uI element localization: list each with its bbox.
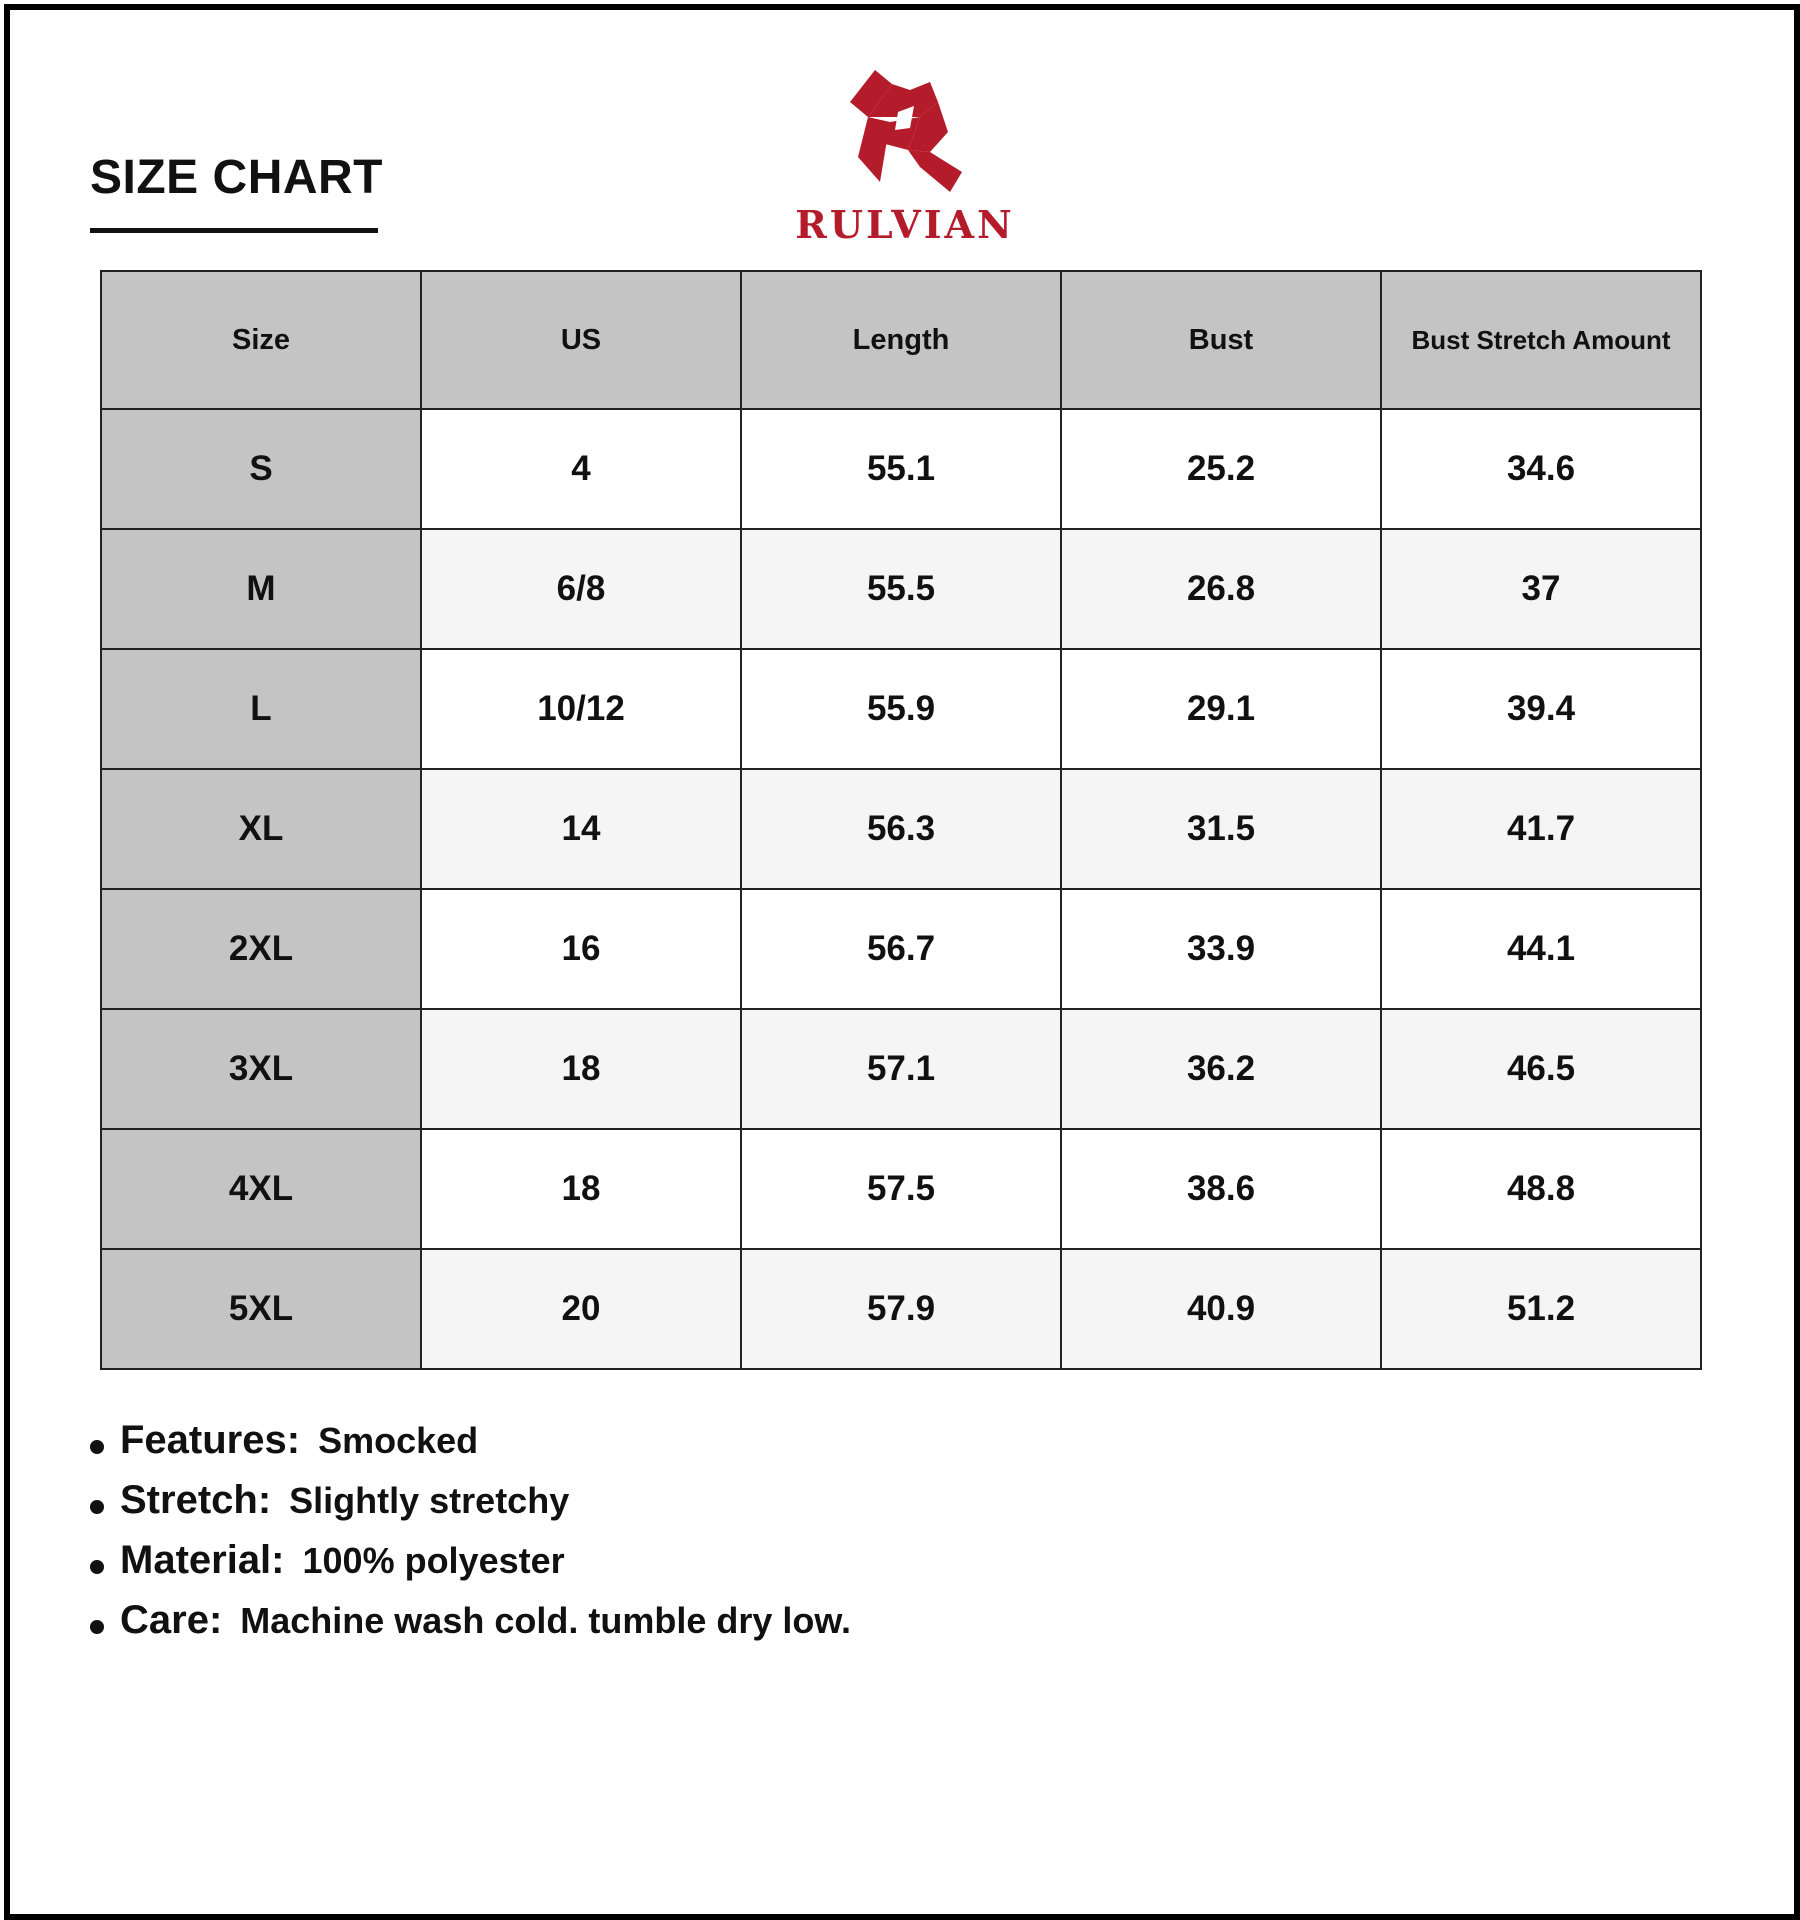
column-header-length: Length [741, 271, 1061, 409]
us-cell: 18 [421, 1009, 741, 1129]
bust-stretch-cell: 37 [1381, 529, 1701, 649]
size-table [100, 270, 1702, 1370]
column-header-size: Size [101, 271, 421, 409]
note-features [90, 1418, 851, 1478]
table-header-row [101, 271, 1701, 409]
product-notes [90, 1418, 851, 1658]
table-row [101, 889, 1701, 1009]
brand-logo [780, 62, 1030, 252]
table-row [101, 1249, 1701, 1369]
note-stretch [90, 1478, 851, 1538]
us-cell: 20 [421, 1249, 741, 1369]
note-value: Smocked [318, 1420, 479, 1461]
note-value: Machine wash cold. tumble dry low. [240, 1600, 852, 1641]
brand-r-mark-icon [780, 62, 1030, 202]
length-cell: 55.5 [741, 529, 1061, 649]
bust-stretch-cell: 41.7 [1381, 769, 1701, 889]
column-header-bust: Bust [1061, 271, 1381, 409]
us-cell: 16 [421, 889, 741, 1009]
bust-cell: 26.8 [1061, 529, 1381, 649]
note-label: Care: [120, 1598, 223, 1642]
length-cell: 56.3 [741, 769, 1061, 889]
table-row [101, 1009, 1701, 1129]
us-cell: 6/8 [421, 529, 741, 649]
length-cell: 56.7 [741, 889, 1061, 1009]
note-label: Material: [120, 1538, 285, 1582]
note-value: 100% polyester [302, 1540, 565, 1581]
brand-name: RULVIAN [795, 202, 1015, 247]
bust-stretch-cell: 46.5 [1381, 1009, 1701, 1129]
bust-stretch-cell: 51.2 [1381, 1249, 1701, 1369]
bullet-icon [90, 1620, 104, 1634]
note-label: Features: [120, 1418, 301, 1462]
size-cell: 3XL [101, 1009, 421, 1129]
bust-cell: 31.5 [1061, 769, 1381, 889]
note-label: Stretch: [120, 1478, 272, 1522]
table-row [101, 409, 1701, 529]
bullet-icon [90, 1440, 104, 1454]
size-cell: XL [101, 769, 421, 889]
bust-cell: 29.1 [1061, 649, 1381, 769]
bullet-icon [90, 1500, 104, 1514]
size-cell: 4XL [101, 1129, 421, 1249]
table-row [101, 1129, 1701, 1249]
bust-stretch-cell: 39.4 [1381, 649, 1701, 769]
length-cell: 57.5 [741, 1129, 1061, 1249]
bust-cell: 25.2 [1061, 409, 1381, 529]
page-title: SIZE CHART [90, 151, 383, 204]
size-cell: 5XL [101, 1249, 421, 1369]
note-value: Slightly stretchy [289, 1480, 570, 1521]
note-care [90, 1598, 851, 1658]
note-material [90, 1538, 851, 1598]
table-row [101, 649, 1701, 769]
length-cell: 55.9 [741, 649, 1061, 769]
bust-stretch-cell: 44.1 [1381, 889, 1701, 1009]
column-header-bust-stretch: Bust Stretch Amount [1381, 271, 1701, 409]
length-cell: 57.9 [741, 1249, 1061, 1369]
size-cell: L [101, 649, 421, 769]
size-cell: M [101, 529, 421, 649]
bust-cell: 36.2 [1061, 1009, 1381, 1129]
table-row [101, 769, 1701, 889]
us-cell: 10/12 [421, 649, 741, 769]
bust-cell: 33.9 [1061, 889, 1381, 1009]
table-row [101, 529, 1701, 649]
length-cell: 55.1 [741, 409, 1061, 529]
us-cell: 18 [421, 1129, 741, 1249]
size-cell: 2XL [101, 889, 421, 1009]
column-header-us: US [421, 271, 741, 409]
us-cell: 4 [421, 409, 741, 529]
bust-cell: 40.9 [1061, 1249, 1381, 1369]
title-underline [90, 228, 378, 233]
bust-cell: 38.6 [1061, 1129, 1381, 1249]
bullet-icon [90, 1560, 104, 1574]
bust-stretch-cell: 48.8 [1381, 1129, 1701, 1249]
length-cell: 57.1 [741, 1009, 1061, 1129]
us-cell: 14 [421, 769, 741, 889]
bust-stretch-cell: 34.6 [1381, 409, 1701, 529]
size-cell: S [101, 409, 421, 529]
